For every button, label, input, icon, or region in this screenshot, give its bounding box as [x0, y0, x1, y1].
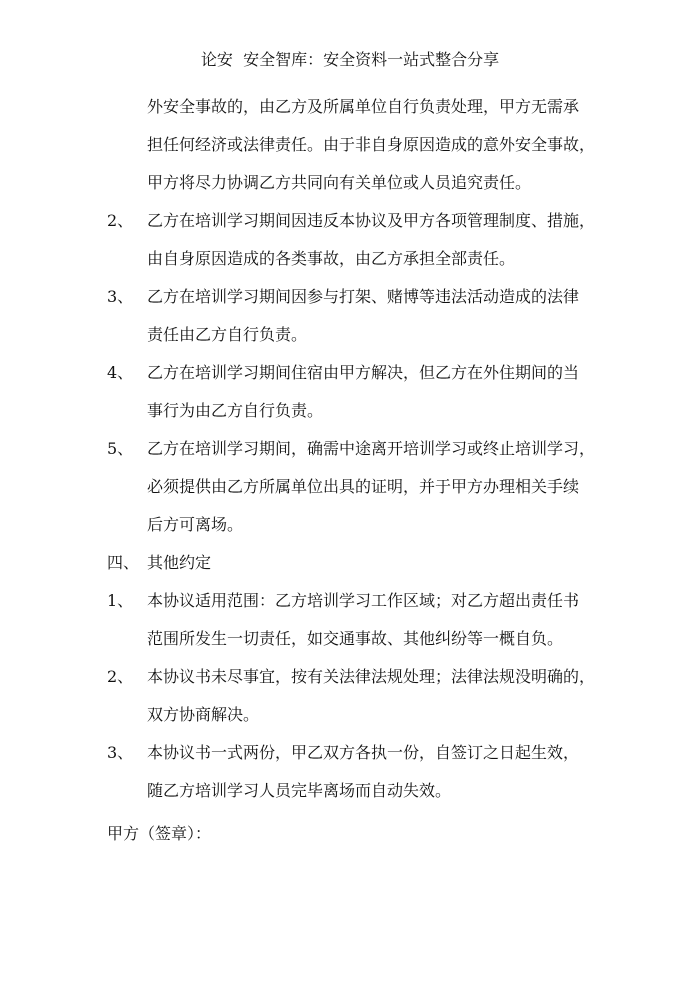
paragraph-line: 由自身原因造成的各类事故，由乙方承担全部责任。 [147, 249, 516, 268]
paragraph-line: 甲方将尽力协调乙方共同向有关单位或人员追究责任。 [147, 173, 532, 192]
item-number: 5、 [107, 439, 134, 458]
paragraph-line: 事行为由乙方自行负责。 [147, 401, 324, 420]
section-number: 四、 [107, 553, 140, 572]
paragraph-line: 责任由乙方自行负责。 [147, 325, 308, 344]
paragraph-line: 必须提供由乙方所属单位出具的证明，并于甲方办理相关手续 [147, 477, 580, 496]
paragraph-line: 本协议适用范围：乙方培训学习工作区域；对乙方超出责任书 [147, 591, 580, 610]
paragraph-line: 随乙方培训学习人员完毕离场而自动失效。 [147, 781, 452, 800]
paragraph-line: 本协议书一式两份，甲乙双方各执一份，自签订之日起生效， [147, 743, 580, 762]
paragraph-line: 乙方在培训学习期间，确需中途离开培训学习或终止培训学习， [147, 439, 596, 458]
paragraph-line: 范围所发生一切责任，如交通事故、其他纠纷等一概自负。 [147, 629, 564, 648]
paragraph-line: 乙方在培训学习期间住宿由甲方解决，但乙方在外住期间的当 [147, 363, 580, 382]
item-number: 3、 [107, 743, 134, 762]
section-title: 其他约定 [147, 553, 212, 572]
item-number: 4、 [107, 363, 134, 382]
page-header: 论安 安全智库：安全资料一站式整合分享 [200, 50, 500, 69]
item-number: 3、 [107, 287, 134, 306]
paragraph-line: 担任何经济或法律责任。由于非自身原因造成的意外安全事故， [147, 135, 596, 154]
signature-label: 甲方（签章）： [107, 824, 212, 843]
paragraph-line: 后方可离场。 [147, 515, 244, 534]
paragraph-line: 双方协商解决。 [147, 705, 260, 724]
paragraph-line: 乙方在培训学习期间因参与打架、赌博等违法活动造成的法律 [147, 287, 580, 306]
item-number: 2、 [107, 211, 134, 230]
paragraph-line: 外安全事故的，由乙方及所属单位自行负责处理，甲方无需承 [147, 97, 580, 116]
item-number: 1、 [107, 591, 134, 610]
paragraph-line: 本协议书未尽事宜，按有关法律法规处理；法律法规没明确的， [147, 667, 596, 686]
item-number: 2、 [107, 667, 134, 686]
paragraph-line: 乙方在培训学习期间因违反本协议及甲方各项管理制度、措施， [147, 211, 596, 230]
